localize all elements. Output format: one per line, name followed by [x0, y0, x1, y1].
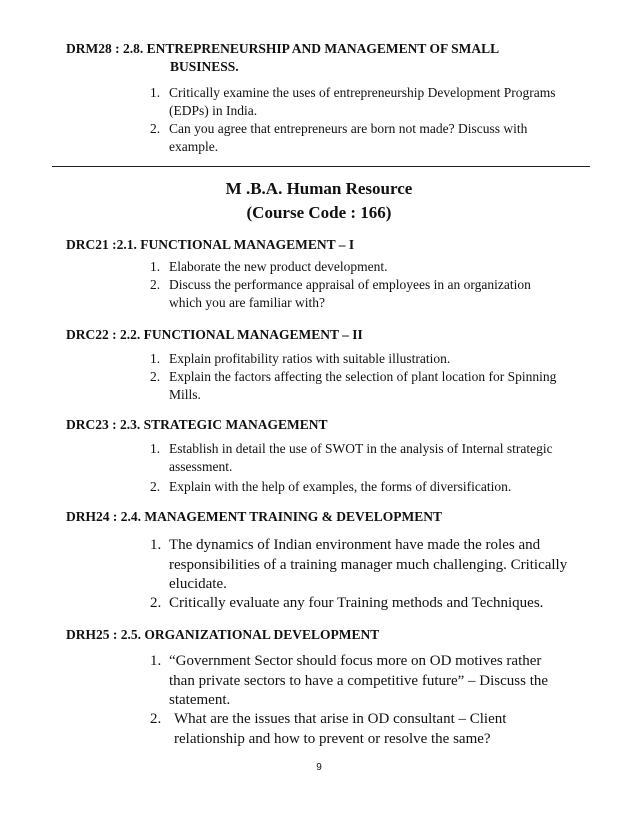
question-number: 1.: [150, 441, 161, 456]
question-item: [150, 276, 570, 312]
question-item: [150, 350, 570, 368]
section-heading-drc23: DRC23 : 2.3. STRATEGIC MANAGEMENT: [66, 417, 328, 432]
question-item: [150, 710, 580, 749]
page-number: 9: [316, 762, 322, 773]
question-text: What are the issues that arise in OD consultant – Client: [174, 711, 507, 727]
question-item: [150, 478, 570, 496]
question-number: 2.: [150, 369, 161, 384]
question-text: Elaborate the new product development.: [169, 259, 388, 274]
question-item: [150, 258, 570, 276]
section-heading-drm28: DRM28 : 2.8. ENTREPRENEURSHIP AND MANAGEMENT OF SMALL: [66, 41, 500, 56]
question-text: Can you agree that entrepreneurs are born not made? Discuss with: [169, 121, 528, 136]
question-text: than private sectors to have a competitive future” – Discuss the: [169, 672, 549, 689]
question-text: statement.: [169, 692, 231, 708]
question-text: “Government Sector should focus more on OD motives rather: [169, 653, 542, 669]
question-text: relationship and how to prevent or resolve the same?: [174, 730, 491, 747]
question-number: 1.: [150, 85, 161, 100]
section-heading-drc21: DRC21 :2.1. FUNCTIONAL MANAGEMENT – I: [66, 237, 355, 252]
question-text: Critically evaluate any four Training methods and Techniques.: [169, 595, 544, 611]
question-text: assessment.: [169, 459, 233, 474]
question-number: 1.: [150, 351, 161, 366]
question-text: Explain with the help of examples, the forms of diversification.: [169, 479, 512, 494]
question-item: [150, 594, 580, 614]
question-item: [150, 368, 570, 404]
question-item: [150, 84, 570, 120]
question-item: [150, 536, 580, 595]
question-text: The dynamics of Indian environment have made the roles and: [169, 537, 541, 553]
section-heading-drc22: DRC22 : 2.2. FUNCTIONAL MANAGEMENT – II: [66, 327, 363, 342]
section-heading-drh25: DRH25 : 2.5. ORGANIZATIONAL DEVELOPMENT: [66, 627, 380, 642]
question-number: 2.: [150, 711, 162, 727]
program-title: M .B.A. Human Resource: [225, 179, 413, 198]
question-text: elucidate.: [169, 576, 227, 592]
question-number: 2.: [150, 121, 161, 136]
question-number: 1.: [150, 653, 162, 669]
question-number: 2.: [150, 277, 161, 292]
question-number: 2.: [150, 595, 162, 611]
question-text: Discuss the performance appraisal of employees in an organization: [169, 277, 531, 292]
question-number: 2.: [150, 479, 161, 494]
question-item: [150, 652, 580, 711]
question-text: which you are familiar with?: [169, 295, 325, 310]
question-text: Critically examine the uses of entrepreneurship Development Programs: [169, 85, 556, 100]
question-item: [150, 440, 570, 476]
course-code: (Course Code : 166): [246, 203, 392, 222]
question-text: example.: [169, 139, 219, 154]
question-text: Establish in detail the use of SWOT in the analysis of Internal strategic: [169, 441, 553, 456]
section-heading-drm28-cont: BUSINESS.: [170, 59, 239, 74]
question-text: responsibilities of a training manager much challenging. Critically: [169, 556, 568, 573]
question-text: Explain profitability ratios with suitable illustration.: [169, 351, 451, 366]
question-text: Mills.: [169, 387, 201, 402]
section-heading-drh24: DRH24 : 2.4. MANAGEMENT TRAINING & DEVELOPMENT: [66, 509, 443, 524]
question-item: [150, 120, 570, 156]
question-number: 1.: [150, 259, 161, 274]
question-text: Explain the factors affecting the selection of plant location for Spinning: [169, 369, 557, 384]
question-number: 1.: [150, 537, 162, 553]
horizontal-divider: [52, 166, 590, 167]
question-text: (EDPs) in India.: [169, 103, 258, 118]
